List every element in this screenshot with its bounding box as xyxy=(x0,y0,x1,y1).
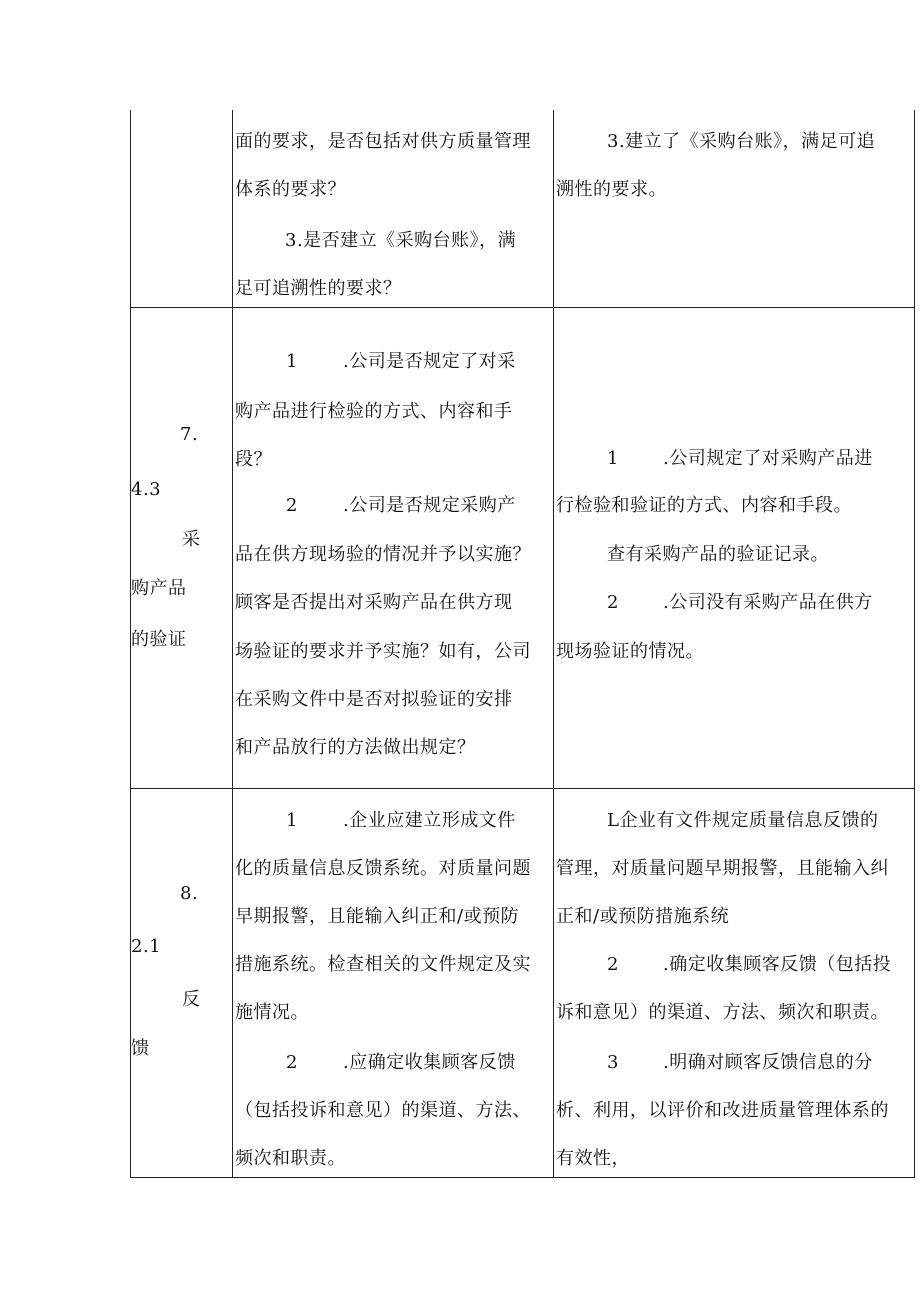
check-text-line: 在采购文件中是否对拟验证的安排 xyxy=(235,689,513,710)
result-text-line: .确定收集顾客反馈（包括投 xyxy=(663,954,892,975)
result-text-line: .公司规定了对采购产品进 xyxy=(663,448,873,469)
check-text-line: 化的质量信息反馈系统。对质量问题 xyxy=(235,858,531,879)
result-text-line: 析、利用，以评价和改进质量管理体系的 xyxy=(556,1100,889,1121)
result-text-line: .明确对顾客反馈信息的分 xyxy=(663,1052,873,1073)
clause-title: 购产品 xyxy=(131,578,187,599)
clause-number: 8. xyxy=(180,883,199,904)
result-text-line: 有效性， xyxy=(556,1148,630,1169)
check-text-line: 和产品放行的方法做出规定？ xyxy=(235,737,476,758)
result-item-number: 3 xyxy=(607,1052,619,1073)
check-text-line: .应确定收集顾客反馈 xyxy=(343,1052,516,1073)
check-text-line: 3.是否建立《采购台账》，满 xyxy=(285,230,517,251)
row-divider-1 xyxy=(130,307,915,308)
check-text-line: 顾客是否提出对采购产品在供方现 xyxy=(235,592,513,613)
result-text-line: 3.建立了《采购台账》，满足可追 xyxy=(607,131,876,152)
table-divider-check xyxy=(553,110,554,1178)
clause-title: 馈 xyxy=(131,1038,150,1059)
clause-number: 2.1 xyxy=(131,936,162,957)
check-item-number: 2 xyxy=(286,1052,298,1073)
check-text-line: .公司是否规定了对采 xyxy=(343,351,516,372)
check-item-number: 2 xyxy=(286,495,298,516)
check-item-number: 1 xyxy=(286,351,298,372)
clause-title: 反 xyxy=(182,989,201,1010)
check-text-line: 体系的要求？ xyxy=(235,179,346,200)
clause-title: 采 xyxy=(182,529,201,550)
check-text-line: 施情况。 xyxy=(235,1002,309,1023)
result-item-number: 2 xyxy=(607,954,619,975)
check-text-line: .公司是否规定采购产 xyxy=(343,495,516,516)
result-text-line: 查有采购产品的验证记录。 xyxy=(607,544,829,565)
result-item-number: 1 xyxy=(607,448,619,469)
clause-number: 7. xyxy=(180,424,199,445)
table-border-right xyxy=(914,110,915,1178)
check-text-line: 措施系统。检查相关的文件规定及实 xyxy=(235,954,531,975)
result-text-line: 现场验证的情况。 xyxy=(556,641,704,662)
result-text-line: L企业有文件规定质量信息反馈的 xyxy=(607,810,879,831)
clause-title: 的验证 xyxy=(131,629,187,650)
clause-number: 4.3 xyxy=(131,479,162,500)
table-border-bottom xyxy=(130,1177,915,1178)
result-text-line: 诉和意见）的渠道、方法、频次和职责。 xyxy=(556,1002,889,1023)
result-item-number: 2 xyxy=(607,592,619,613)
result-text-line: 管理，对质量问题早期报警，且能输入纠 xyxy=(556,858,889,879)
check-text-line: （包括投诉和意见）的渠道、方法、 xyxy=(235,1100,531,1121)
check-text-line: .企业应建立形成文件 xyxy=(343,810,516,831)
check-text-line: 足可追溯性的要求？ xyxy=(235,278,402,299)
check-text-line: 面的要求，是否包括对供方质量管理 xyxy=(235,131,531,152)
check-text-line: 段？ xyxy=(235,449,272,470)
row-divider-2 xyxy=(130,788,915,789)
check-item-number: 1 xyxy=(286,810,298,831)
check-text-line: 频次和职责。 xyxy=(235,1148,346,1169)
result-text-line: .公司没有采购产品在供方 xyxy=(663,592,873,613)
check-text-line: 早期报警，且能输入纠正和/或预防 xyxy=(235,906,520,927)
check-text-line: 场验证的要求并予实施？如有，公司 xyxy=(235,641,531,662)
table-divider-clause xyxy=(232,110,233,1178)
result-text-line: 正和/或预防措施系统 xyxy=(556,906,730,927)
check-text-line: 购产品进行检验的方式、内容和手 xyxy=(235,401,513,422)
result-text-line: 溯性的要求。 xyxy=(556,179,667,200)
result-text-line: 行检验和验证的方式、内容和手段。 xyxy=(556,495,852,516)
check-text-line: 品在供方现场验的情况并予以实施？ xyxy=(235,544,531,565)
